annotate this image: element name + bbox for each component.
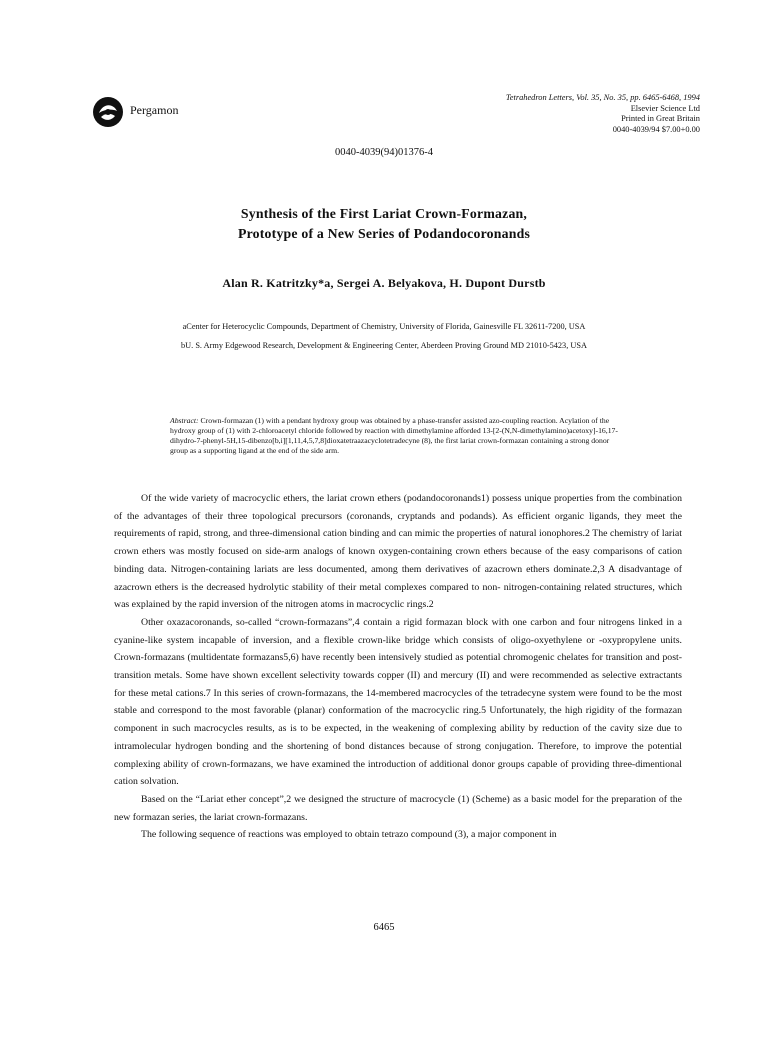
- paragraph-4: The following sequence of reactions was employed to obtain tetrazo compound (3), a major component in: [141, 829, 557, 841]
- abstract-text: Crown-formazan (1) with a pendant hydroxy group was obtained by a phase-transfer assisted azo-coupling reaction. Acylation of the hydroxy group of (1) with 2-chloroacetyl chloride followed by reaction with dimethylamine afforded 13-[2-(N,N-dimethylamino)acetoxy]-16,17-dihydro-7-phenyl-5H,15-dibenzo[b,i][1,11,4,5,7,8]dioxatetraazacyclotetradecyne (8), the first lariat crown-formazan containing a strong donor group as a supporting ligand at the end of the side arm.: [170, 416, 618, 456]
- paragraph-1: Of the wide variety of macrocyclic ethers, the lariat crown ethers (podandocoronands1) possess unique properties from the combination of the advantages of their three topological precursors (coronands, cryptands and podands). As efficient organic ligands, they meet the requirements of rapid, strong, and three-dimensional cation binding and can mimic the properties of natural ionophores.2 The chemistry of lariat crown ethers was mostly focused on side-arm analogs of known oxygen-containing crown ethers because of the easy comparisons of cation binding data. Nitrogen-containing lariats are less documented, among them derivatives of azacrown ethers dominate.2,3 A disadvantage of azacrown ethers is the decreased hydrolytic stability of their metal complexes compared to non- nitrogen-containing related structures, which was explained by the rapid inversion of the nitrogen atoms in macrocyclic rings.2: [114, 493, 682, 611]
- title-line-2: Prototype of a New Series of Podandocoronands: [237, 226, 531, 241]
- paragraph-3: Based on the “Lariat ether concept”,2 we designed the structure of macrocycle (1) (Scheme) as a basic model for the preparation of the new formazan series, the lariat crown-formazans.: [114, 793, 682, 823]
- journal-line-4: 0040-4039/94 $7.00+0.00: [612, 124, 700, 134]
- paper-title: [0, 204, 768, 244]
- doi: 0040-4039(94)01376-4: [335, 147, 433, 158]
- abstract: [170, 416, 622, 456]
- affiliation-a: aCenter for Heterocyclic Compounds, Department of Chemistry, University of Florida, Gainesville FL 32611-7200, USA: [182, 322, 586, 331]
- journal-line-3: Printed in Great Britain: [621, 114, 700, 123]
- affiliation-b: bU. S. Army Edgewood Research, Development & Engineering Center, Aberdeen Proving Ground MD 21010-5423, USA: [181, 341, 587, 350]
- authors: Alan R. Katritzky*a, Sergei A. Belyakova, H. Dupont Durstb: [222, 276, 546, 290]
- pergamon-logo-icon: [93, 97, 123, 127]
- body-text: [114, 490, 682, 844]
- publisher-name: Pergamon: [130, 103, 179, 117]
- abstract-label: Abstract:: [170, 416, 199, 425]
- journal-citation: [506, 93, 700, 135]
- paragraph-2: Other oxazacoronands, so-called “crown-formazans”,4 contain a rigid formazan block with one carbon and four nitrogens linked in a cyanine-like system incapable of inversion, and a flexible crown-like bridge which consists of oligo-oxyethylene or -oxypropylene units. Crown-formazans (multidentate formazans5,6) have recently been intensively studied as potential chromogenic chelates for transition and post-transition metals. Some have shown excellent selectivity towards copper (II) and mercury (II) and were recommended as selective extractants for these metal cations.7 In this series of crown-formazans, the 14-membered macrocycles of the tetradecyne system were found to be the most stable and correspond to the most favorable (planar) conformation of the macrocyclic ring.5 Unfortunately, the high rigidity of the formazan component in such macrocycles results, as is to be expected, in the weakening of complexing ability by reduction of the cavity size due to intramolecular hydrogen bonding and the shortening of bond distances because of strong conjugation. Therefore, to improve the potential complexing ability of crown-formazans, we have examined the introduction of additional donor groups capable of providing three-dimentional cation solvation.: [114, 616, 682, 788]
- journal-line-2: Elsevier Science Ltd: [630, 103, 700, 113]
- page-number: 6465: [373, 922, 395, 933]
- title-line-1: Synthesis of the First Lariat Crown-Formazan,: [240, 206, 528, 221]
- journal-line-1: Tetrahedron Letters, Vol. 35, No. 35, pp. 6465-6468, 1994: [505, 93, 700, 102]
